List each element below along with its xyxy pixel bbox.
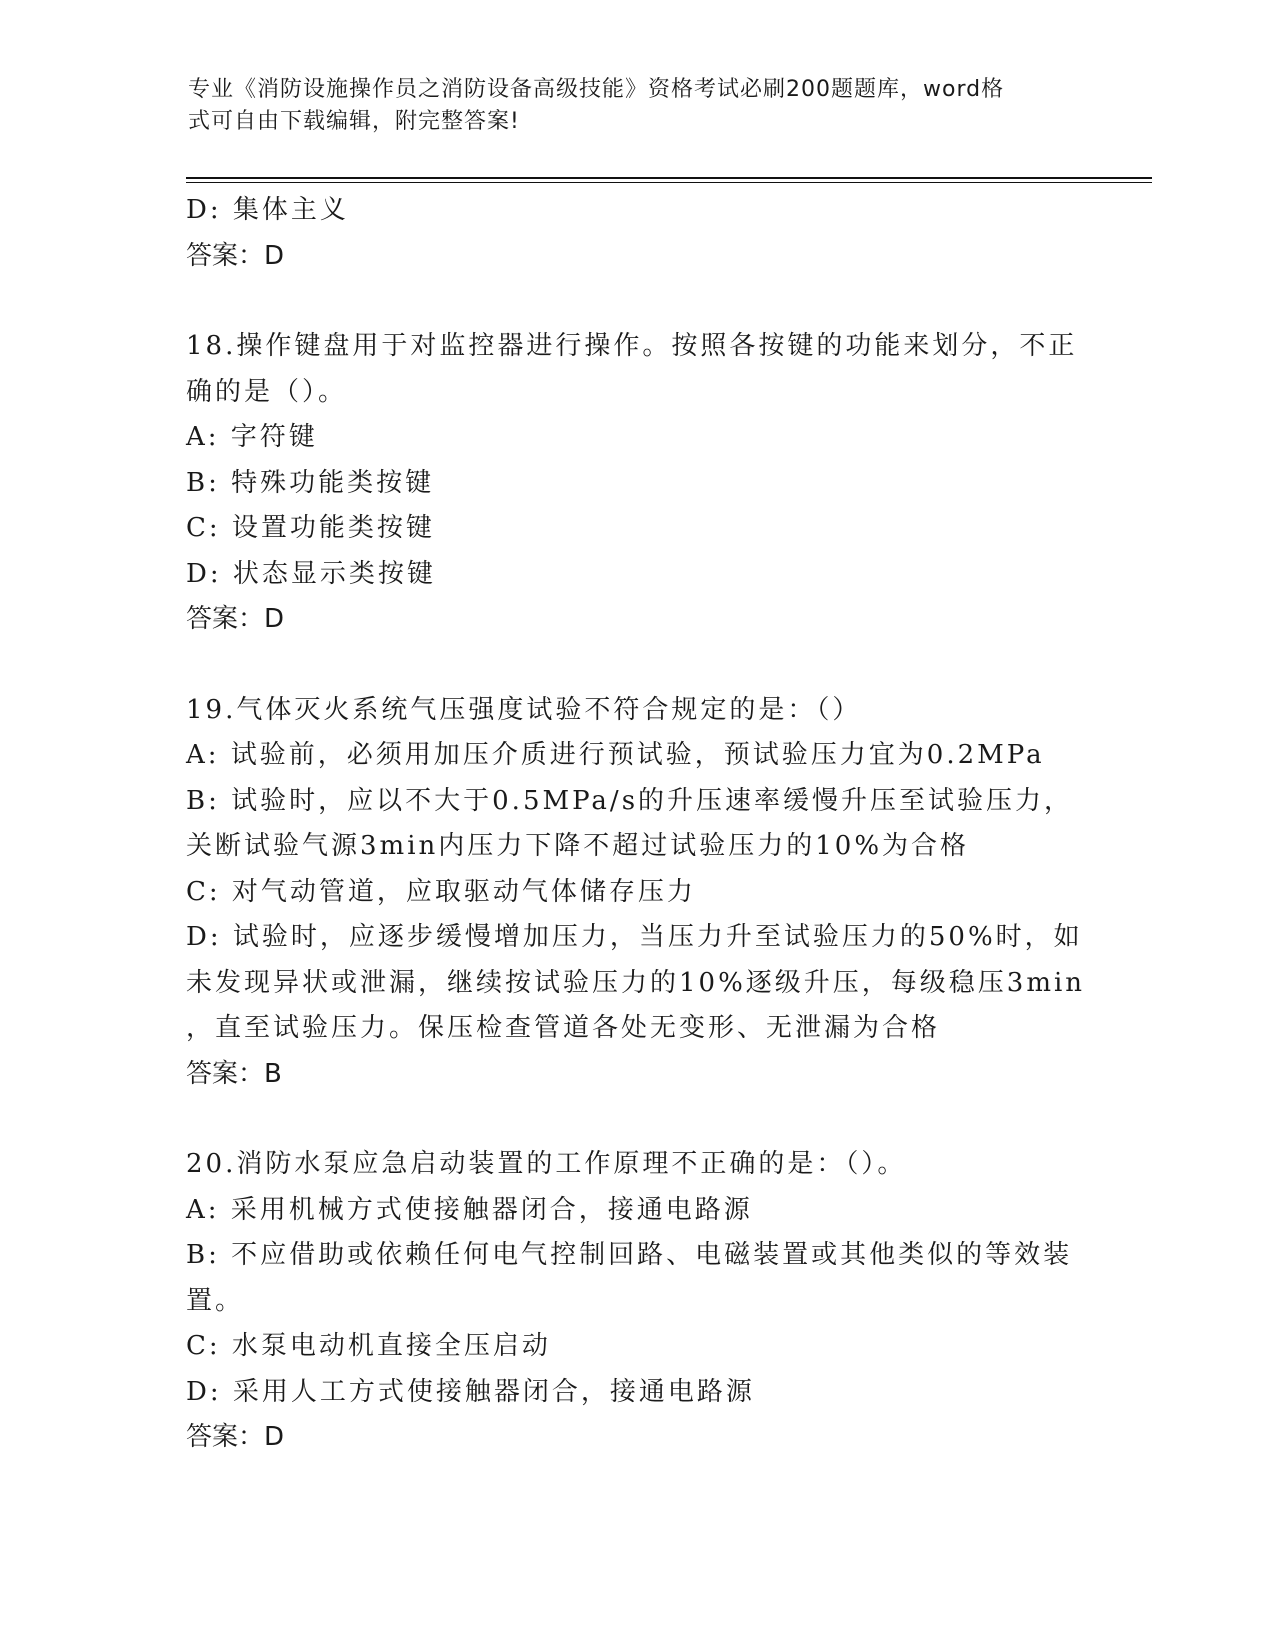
q19-option-d-line-3: ，直至试验压力。保压检查管道各处无变形、无泄漏为合格 (186, 1013, 941, 1043)
q18-stem-line-2: 确的是（）。 (186, 376, 348, 407)
header-line-2: 式可自由下载编辑，附完整答案! (188, 109, 520, 134)
question-list (186, 188, 1086, 1461)
q20-answer: 答案：D (186, 1422, 285, 1452)
q20-option-b-line-1: B: 不应借助或依赖任何电气控制回路、电磁装置或其他类似的等效装 (186, 1240, 1073, 1270)
question-20 (186, 1142, 1086, 1461)
q19-option-d-line-1: D: 试验时，应逐步缓慢增加压力，当压力升至试验压力的50%时，如 (186, 922, 1083, 952)
q19-option-b-line-2: 关断试验气源3min内压力下降不超过试验压力的10%为合格 (186, 831, 970, 861)
q20-option-a: A: 采用机械方式使接触器闭合，接通电路源 (186, 1194, 753, 1225)
q18-option-b: B: 特殊功能类按键 (186, 467, 435, 498)
q18-answer: 答案：D (186, 604, 285, 634)
q18-option-c: C: 设置功能类按键 (186, 513, 435, 543)
q18-option-a: A: 字符键 (186, 422, 318, 452)
spacer (186, 643, 1086, 688)
q19-option-d-line-2: 未发现异状或泄漏，继续按试验压力的10%逐级升压，每级稳压3min (186, 967, 1086, 998)
q19-option-a: A: 试验前，必须用加压介质进行预试验，预试验压力宜为0.2MPa (186, 740, 1045, 770)
question-17-tail (186, 188, 1086, 279)
q19-option-c: C: 对气动管道，应取驱动气体储存压力 (186, 876, 696, 907)
header-line-1: 专业《消防设施操作员之消防设备高级技能》资格考试必刷200题题库，word格 (188, 77, 1005, 102)
q20-option-d: D: 采用人工方式使接触器闭合，接通电路源 (186, 1376, 755, 1407)
header-rule-thick (186, 177, 1152, 179)
q18-option-d: D: 状态显示类按键 (186, 558, 436, 589)
question-19 (186, 688, 1086, 1098)
q17-option-d: D: 集体主义 (186, 195, 349, 225)
q19-option-b-line-1: B: 试验时，应以不大于0.5MPa/s的升压速率缓慢升压至试验压力， (186, 785, 1074, 816)
question-18 (186, 324, 1086, 643)
q18-stem-line-1: 18.操作键盘用于对监控器进行操作。按照各按键的功能来划分，不正 (186, 331, 1078, 361)
q17-answer: 答案：D (186, 240, 285, 271)
header-rule-thin (186, 182, 1152, 183)
q20-option-b-line-2: 置。 (186, 1285, 245, 1316)
q20-option-c: C: 水泵电动机直接全压启动 (186, 1331, 551, 1361)
q19-stem: 19.气体灭火系统气压强度试验不符合规定的是：（） (186, 694, 862, 725)
q19-answer: 答案：B (186, 1058, 282, 1089)
document-header (188, 74, 1068, 138)
spacer (186, 1097, 1086, 1142)
spacer (186, 279, 1086, 324)
q20-stem: 20.消防水泵应急启动装置的工作原理不正确的是：（）。 (186, 1149, 907, 1179)
